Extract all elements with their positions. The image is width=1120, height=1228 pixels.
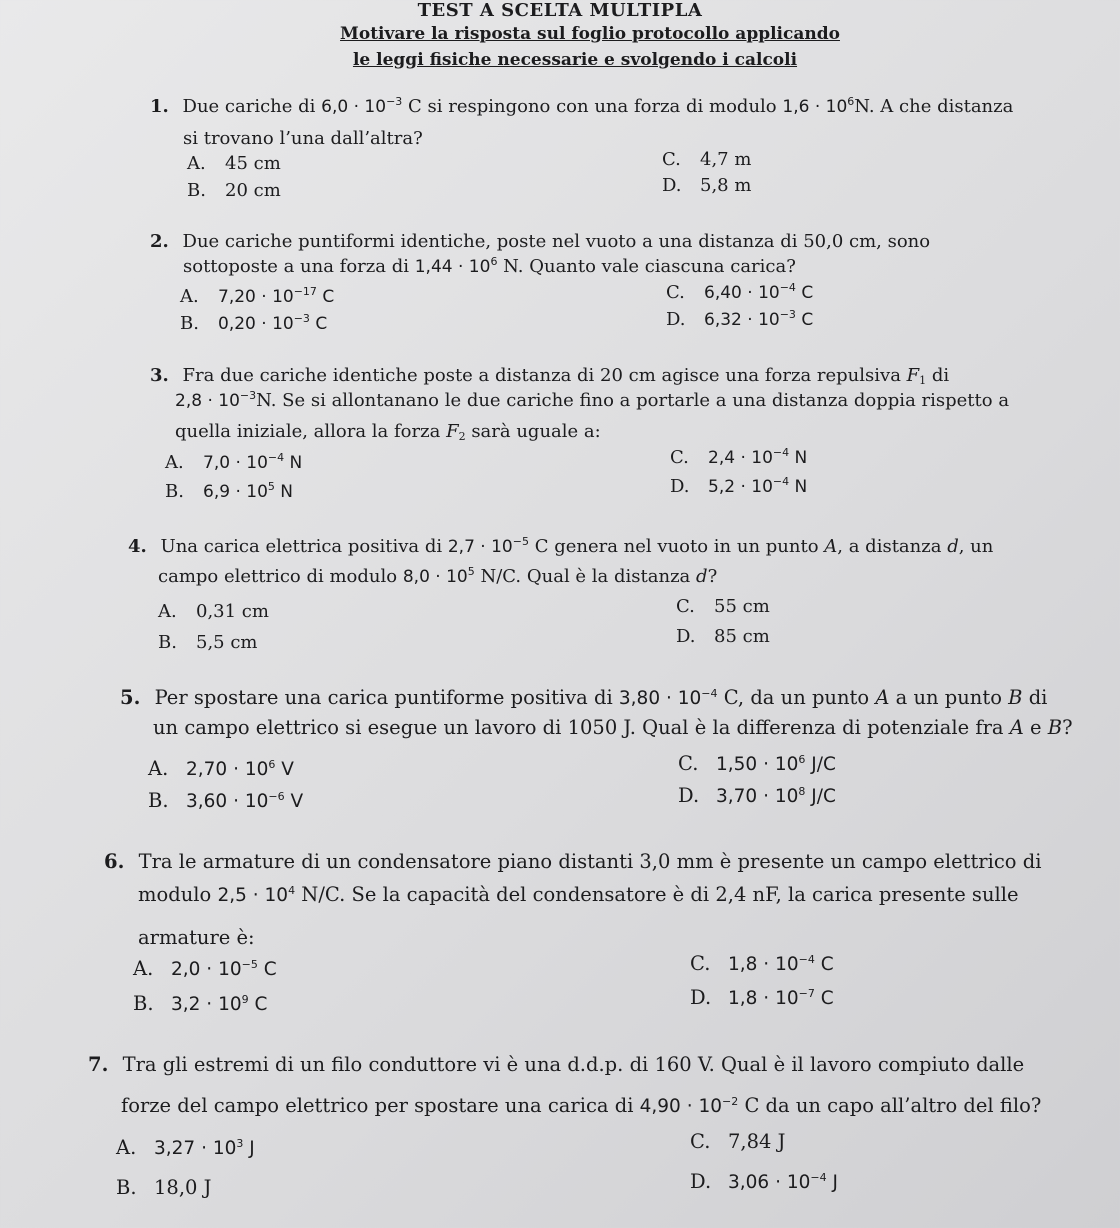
question-6-line-2: modulo $2,5 \cdot 10^4$ N/C. Se la capacità del condensatore è di 2,4 nF, la carica presente sulle [138, 883, 1019, 906]
question-number: 7. [88, 1053, 109, 1076]
option-7a[interactable]: A. $3,27 \cdot 10^3$ J [116, 1136, 255, 1159]
option-3a[interactable]: A. $7,0 \cdot 10^{-4}$ N [165, 451, 303, 473]
question-number: 2. [150, 231, 169, 252]
question-7: 7. Tra gli estremi di un filo conduttore vi è una d.d.p. di 160 V. Qual è il lavoro compiuto dalle [88, 1053, 1025, 1076]
option-7d[interactable]: D. $3,06 \cdot 10^{-4}$ J [690, 1170, 838, 1193]
question-text: Fra due cariche identiche poste a distanza di 20 cm agisce una forza repulsiva [182, 365, 901, 386]
question-4: 4. Una carica elettrica positiva di $2,7 \cdot 10^{-5}$ C genera nel vuoto in un punto A, a distanza d, un [128, 535, 994, 557]
test-title: TEST A SCELTA MULTIPLA [417, 0, 703, 21]
option-2b[interactable]: B. $0,20 \cdot 10^{-3}$ C [180, 312, 328, 334]
question-number: 5. [120, 686, 141, 709]
question-2-line-2: sottoposte a una forza di $1,44 \cdot 10^6$ N. Quanto vale ciascuna carica? [183, 255, 796, 277]
option-3b[interactable]: B. $6,9 \cdot 10^5$ N [165, 480, 294, 502]
question-1 [150, 92, 1013, 122]
question-1-line-2: si trovano l’una dall’altra? [183, 128, 423, 149]
option-6b[interactable]: B. $3,2 \cdot 10^9$ C [133, 992, 268, 1015]
option-1c[interactable]: C. 4,7 m [662, 149, 752, 170]
question-3-line-2: $2,8 \cdot 10^{-3}N$. Se si allontanano le due cariche fino a portarle a una distanza doppia rispetto a [175, 389, 1010, 411]
option-3c[interactable]: C. $2,4 \cdot 10^{-4}$ N [670, 446, 808, 468]
option-5b[interactable]: B. $3,60 \cdot 10^{-6}$ V [148, 789, 304, 812]
charge-value: $6,0 \cdot 10^{-3}$ [321, 95, 403, 117]
question-number: 4. [128, 536, 147, 557]
option-4d[interactable]: D. 85 cm [676, 626, 770, 647]
option-4c[interactable]: C. 55 cm [676, 596, 770, 617]
option-7b[interactable]: B. 18,0 J [116, 1176, 212, 1199]
question-6: 6. Tra le armature di un condensatore piano distanti 3,0 mm è presente un campo elettrico di [104, 850, 1042, 873]
option-5c[interactable]: C. $1,50 \cdot 10^6$ J/C [678, 752, 836, 775]
instructions-line-1: Motivare la risposta sul foglio protocollo applicando [340, 24, 840, 44]
option-3d[interactable]: D. $5,2 \cdot 10^{-4}$ N [670, 475, 808, 497]
option-2c[interactable]: C. $6,40 \cdot 10^{-4}$ C [666, 281, 814, 303]
force-value: $1,44 \cdot 10^6$ [414, 255, 498, 277]
instructions-line-2: le leggi fisiche necessarie e svolgendo i calcoli [352, 50, 798, 70]
option-1b[interactable]: B. 20 cm [187, 180, 281, 201]
question-5: 5. Per spostare una carica puntiforme positiva di $3,80 \cdot 10^{-4}$ C, da un punto A a un punto B di [120, 686, 1048, 709]
question-text: Due cariche di [182, 96, 316, 117]
option-4b[interactable]: B. 5,5 cm [158, 632, 258, 653]
force-value: $1,6 \cdot 10^6$ [782, 95, 855, 117]
option-4a[interactable]: A. 0,31 cm [158, 601, 269, 622]
question-number: 3. [150, 365, 169, 386]
option-5d[interactable]: D. $3,70 \cdot 10^8$ J/C [678, 784, 836, 807]
question-2 [150, 227, 930, 256]
question-number: 6. [104, 850, 125, 873]
question-5-line-2: un campo elettrico si esegue un lavoro di 1050 J. Qual è la differenza di potenziale fra A e B? [153, 716, 1073, 739]
option-2a[interactable]: A. $7,20 \cdot 10^{-17}$ C [180, 285, 335, 307]
option-6c[interactable]: C. $1,8 \cdot 10^{-4}$ C [690, 952, 834, 975]
question-7-line-2: forze del campo elettrico per spostare una carica di $4,90 \cdot 10^{-2}$ C da un capo all’altro del filo? [121, 1094, 1042, 1117]
question-text: C si respingono con una forza di modulo [408, 96, 777, 117]
option-6d[interactable]: D. $1,8 \cdot 10^{-7}$ C [690, 986, 834, 1009]
option-7c[interactable]: C. 7,84 J [690, 1130, 786, 1153]
question-text: Due cariche puntiformi identiche, poste nel vuoto a una distanza di 50,0 cm, sono [182, 231, 931, 252]
option-1a[interactable]: A. 45 cm [187, 153, 281, 174]
option-6a[interactable]: A. $2,0 \cdot 10^{-5}$ C [133, 957, 277, 980]
option-2d[interactable]: D. $6,32 \cdot 10^{-3}$ C [666, 308, 814, 330]
option-1d[interactable]: D. 5,8 m [662, 175, 752, 196]
question-3: 3. Fra due cariche identiche poste a distanza di 20 cm agisce una forza repulsiva $F_1$ di [150, 365, 950, 387]
question-number: 1. [150, 96, 169, 117]
question-4-line-2: campo elettrico di modulo $8,0 \cdot 10^5$ N/C. Qual è la distanza d? [158, 565, 718, 587]
question-6-line-3: armature è: [138, 926, 255, 949]
option-5a[interactable]: A. $2,70 \cdot 10^6$ V [148, 757, 294, 780]
question-3-line-3: quella iniziale, allora la forza $F_2$ sarà uguale a: [175, 421, 601, 443]
question-text: N. A che distanza [854, 96, 1014, 117]
